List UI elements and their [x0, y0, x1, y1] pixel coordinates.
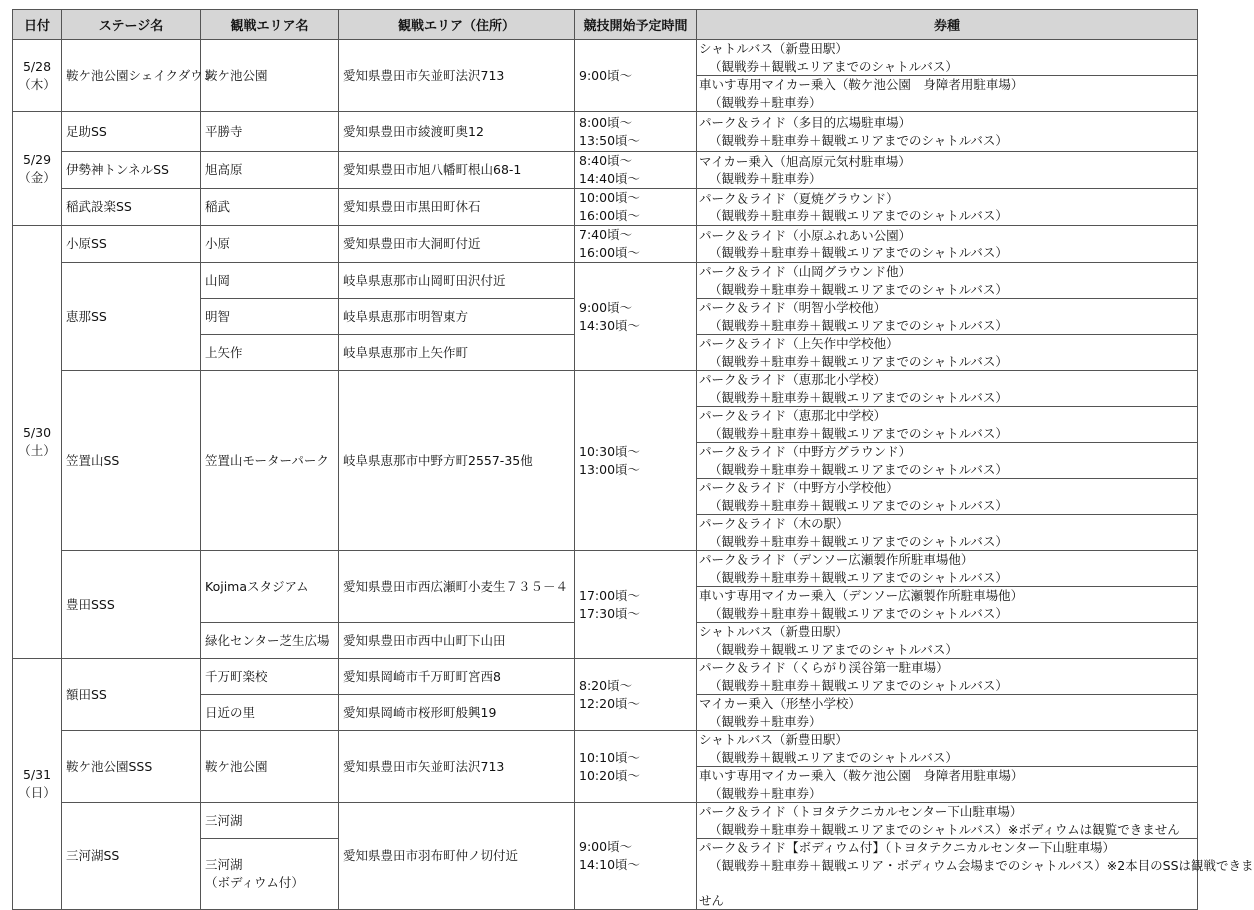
ticket-detail: （観戦券＋駐車券＋観戦エリア・ボディウム会場までのシャトルバス）※2本目のSSは観戦できま — [709, 857, 1254, 873]
ticket-detail: （観戦券＋駐車券＋観戦エリアまでのシャトルバス） — [709, 533, 1008, 549]
ticket-type: パーク＆ライド（多目的広場駐車場） — [699, 115, 912, 130]
date-text: 5/29 — [22, 151, 52, 167]
ticket-cell — [697, 189, 1198, 226]
ticket-detail-continued: せん — [699, 892, 725, 908]
header-row — [13, 10, 1198, 40]
area-cell: 明智 — [201, 299, 339, 335]
stage-cell: 三河湖SS — [62, 803, 201, 910]
stage-cell: 笠置山SS — [62, 371, 201, 551]
time-2: 14:30頃〜 — [579, 317, 641, 333]
address-cell: 愛知県豊田市旭八幡町根山68-1 — [339, 152, 575, 189]
ticket-cell — [697, 152, 1198, 189]
table-row — [13, 40, 1198, 76]
date-cell — [13, 112, 62, 226]
header-address: 観戦エリア（住所） — [339, 10, 575, 40]
area-cell: 日近の里 — [201, 695, 339, 731]
ticket-detail: （観戦券＋駐車券＋観戦エリアまでのシャトルバス） — [709, 461, 1008, 477]
address-cell: 愛知県豊田市西中山町下山田 — [339, 623, 575, 659]
ticket-cell — [697, 587, 1198, 623]
table-row — [13, 226, 1198, 263]
ticket-cell — [697, 263, 1198, 299]
area-cell: 千万町楽校 — [201, 659, 339, 695]
ticket-cell — [697, 515, 1198, 551]
time-1: 9:00頃〜 — [579, 839, 633, 854]
time-1: 8:20頃〜 — [579, 677, 633, 693]
time-cell — [575, 152, 697, 189]
ticket-type: パーク＆ライド（中野方小学校他） — [699, 480, 899, 495]
time-1: 10:30頃〜 — [579, 443, 641, 459]
address-cell: 愛知県豊田市黒田町休石 — [339, 189, 575, 226]
area-cell — [201, 839, 339, 910]
ticket-detail: （観戦券＋駐車券＋観戦エリアまでのシャトルバス） — [709, 208, 1008, 223]
ticket-cell — [697, 371, 1198, 407]
ticket-detail: （観戦券＋駐車券＋観戦エリアまでのシャトルバス） — [709, 317, 1008, 333]
ticket-detail: （観戦券＋駐車券＋観戦エリアまでのシャトルバス） — [709, 677, 1008, 693]
stage-cell: 豊田SSS — [62, 551, 201, 659]
ticket-detail: （観戦券＋観戦エリアまでのシャトルバス） — [709, 641, 958, 657]
ticket-cell — [697, 479, 1198, 515]
address-cell: 愛知県豊田市矢並町法沢713 — [339, 731, 575, 803]
ticket-type: パーク＆ライド（小原ふれあい公園） — [699, 227, 912, 243]
ticket-cell — [697, 731, 1198, 767]
ticket-detail: （観戦券＋観戦エリアまでのシャトルバス） — [709, 58, 958, 74]
ticket-detail: （観戦券＋観戦エリアまでのシャトルバス） — [709, 749, 958, 765]
time-2: 14:10頃〜 — [579, 857, 641, 872]
time-cell — [575, 803, 697, 910]
ticket-cell — [697, 335, 1198, 371]
ticket-cell — [697, 839, 1254, 910]
time-cell — [575, 659, 697, 731]
address-cell: 愛知県豊田市大洞町付近 — [339, 226, 575, 263]
time-2: 16:00頃〜 — [579, 245, 641, 260]
event-schedule-table — [12, 9, 1254, 910]
header-area-name: 観戦エリア名 — [201, 10, 339, 40]
time-cell — [575, 731, 697, 803]
time-2: 14:40頃〜 — [579, 171, 641, 186]
ticket-type: シャトルバス（新豊田駅） — [699, 732, 848, 747]
header-ticket-type: 券種 — [697, 10, 1198, 40]
address-cell: 愛知県豊田市綾渡町奥12 — [339, 112, 575, 152]
weekday-text: （木） — [18, 76, 56, 92]
stage-cell: 恵那SS — [62, 263, 201, 371]
stage-cell: 額田SS — [62, 659, 201, 731]
ticket-type: パーク＆ライド（夏焼グラウンド） — [699, 190, 899, 206]
ticket-cell — [697, 767, 1198, 803]
date-cell — [13, 659, 62, 910]
ticket-detail: （観戦券＋駐車券＋観戦エリアまでのシャトルバス） — [709, 245, 1008, 260]
ticket-detail: （観戦券＋駐車券＋観戦エリアまでのシャトルバス）※ボディウムは観覧できません — [709, 821, 1180, 837]
time-1: 17:00頃〜 — [579, 587, 641, 603]
table-row — [13, 551, 1198, 587]
ticket-type: パーク＆ライド（恵那北小学校） — [699, 372, 887, 387]
ticket-detail: （観戦券＋駐車券＋観戦エリアまでのシャトルバス） — [709, 132, 1008, 148]
ticket-cell — [697, 407, 1198, 443]
area-cell: 山岡 — [201, 263, 339, 299]
ticket-type: パーク＆ライド（くらがり渓谷第一駐車場） — [699, 660, 949, 675]
date-cell — [13, 226, 62, 659]
address-cell: 愛知県岡崎市桜形町般興19 — [339, 695, 575, 731]
time-1: 7:40頃〜 — [579, 227, 633, 242]
time-cell — [575, 371, 697, 551]
weekday-text: （土） — [18, 443, 56, 458]
area-subtitle: （ボディウム付） — [205, 875, 304, 890]
ticket-type: 車いす専用マイカー乗入（鞍ケ池公園 身障者用駐車場） — [699, 77, 1024, 92]
weekday-text: （日） — [18, 785, 56, 800]
time-cell: 9:00頃〜 — [575, 40, 697, 112]
ticket-cell — [697, 226, 1198, 263]
ticket-cell — [697, 76, 1198, 112]
ticket-cell — [697, 623, 1198, 659]
ticket-type: パーク＆ライド【ボディウム付】（トヨタテクニカルセンター下山駐車場） — [699, 840, 1116, 855]
stage-cell: 伊勢神トンネルSS — [62, 152, 201, 189]
address-cell: 愛知県豊田市西広瀬町小麦生７３５－４ — [339, 551, 575, 623]
date-cell — [13, 40, 62, 112]
area-cell: 三河湖 — [201, 803, 339, 839]
table-row — [13, 112, 1198, 152]
time-cell — [575, 263, 697, 371]
area-cell: 鞍ケ池公園 — [201, 731, 339, 803]
ticket-type: パーク＆ライド（デンソー広瀬製作所駐車場他） — [699, 552, 974, 567]
address-cell: 愛知県岡崎市千万町町宮西8 — [339, 659, 575, 695]
stage-cell: 小原SS — [62, 226, 201, 263]
header-start-time: 競技開始予定時間 — [575, 10, 697, 40]
stage-cell: 鞍ケ池公園シェイクダウン — [62, 40, 201, 112]
ticket-detail: （観戦券＋駐車券） — [709, 713, 822, 729]
time-1: 8:00頃〜 — [579, 114, 633, 130]
area-cell: Kojimaスタジアム — [201, 551, 339, 623]
ticket-type: 車いす専用マイカー乗入（デンソー広瀬製作所駐車場他） — [699, 588, 1024, 603]
ticket-type: パーク＆ライド（木の駅） — [699, 516, 849, 531]
ticket-type: パーク＆ライド（トヨタテクニカルセンター下山駐車場） — [699, 804, 1023, 819]
ticket-cell — [697, 659, 1198, 695]
address-cell: 愛知県豊田市矢並町法沢713 — [339, 40, 575, 112]
date-text: 5/28 — [22, 58, 52, 74]
time-2: 13:00頃〜 — [579, 461, 641, 477]
time-cell — [575, 551, 697, 659]
address-cell: 岐阜県恵那市山岡町田沢付近 — [339, 263, 575, 299]
ticket-detail: （観戦券＋駐車券） — [709, 94, 822, 110]
area-name: 三河湖 — [205, 857, 243, 872]
ticket-detail: （観戦券＋駐車券＋観戦エリアまでのシャトルバス） — [709, 281, 1008, 297]
ticket-detail: （観戦券＋駐車券＋観戦エリアまでのシャトルバス） — [709, 605, 1008, 621]
ticket-type: パーク＆ライド（明智小学校他） — [699, 300, 887, 315]
area-cell: 緑化センター芝生広場 — [201, 623, 339, 659]
ticket-cell — [697, 40, 1198, 76]
time-1: 8:40頃〜 — [579, 153, 633, 168]
table-row — [13, 659, 1198, 695]
ticket-cell — [697, 112, 1198, 152]
ticket-type: パーク＆ライド（中野方グラウンド） — [699, 444, 912, 459]
header-date: 日付 — [13, 10, 62, 40]
ticket-cell — [697, 551, 1198, 587]
table-row — [13, 731, 1198, 767]
ticket-type: 車いす専用マイカー乗入（鞍ケ池公園 身障者用駐車場） — [699, 768, 1024, 783]
weekday-text: （金） — [18, 169, 56, 185]
date-text: 5/31 — [22, 767, 52, 782]
time-2: 12:20頃〜 — [579, 695, 641, 711]
ticket-cell — [697, 695, 1198, 731]
time-1: 10:10頃〜 — [579, 749, 641, 765]
header-stage: ステージ名 — [62, 10, 201, 40]
table-row — [13, 263, 1198, 299]
ticket-cell — [697, 299, 1198, 335]
area-cell: 小原 — [201, 226, 339, 263]
table-row — [13, 371, 1198, 407]
area-cell: 平勝寺 — [201, 112, 339, 152]
time-cell — [575, 189, 697, 226]
ticket-cell — [697, 803, 1198, 839]
ticket-detail: （観戦券＋駐車券） — [709, 171, 822, 186]
ticket-type: パーク＆ライド（山岡グラウンド他） — [699, 264, 912, 279]
time-cell — [575, 226, 697, 263]
table-row — [13, 189, 1198, 226]
ticket-type: パーク＆ライド（上矢作中学校他） — [699, 336, 899, 351]
stage-cell: 稲武設楽SS — [62, 189, 201, 226]
ticket-type: マイカー乗入（旭高原元気村駐車場） — [699, 153, 911, 169]
address-cell: 岐阜県恵那市上矢作町 — [339, 335, 575, 371]
time-cell — [575, 112, 697, 152]
ticket-detail: （観戦券＋駐車券＋観戦エリアまでのシャトルバス） — [709, 569, 1008, 585]
ticket-type: マイカー乗入（形埜小学校） — [699, 696, 861, 711]
address-cell: 愛知県豊田市羽布町仲ノ切付近 — [339, 803, 575, 910]
area-cell: 鞍ケ池公園 — [201, 40, 339, 112]
ticket-detail: （観戦券＋駐車券＋観戦エリアまでのシャトルバス） — [709, 353, 1008, 369]
time-2: 16:00頃〜 — [579, 208, 641, 223]
ticket-type: パーク＆ライド（恵那北中学校） — [699, 408, 887, 423]
area-cell: 上矢作 — [201, 335, 339, 371]
table-row — [13, 803, 1198, 839]
area-cell: 稲武 — [201, 189, 339, 226]
ticket-type: シャトルバス（新豊田駅） — [699, 624, 848, 639]
area-cell: 笠置山モーターパーク — [201, 371, 339, 551]
time-2: 10:20頃〜 — [579, 767, 641, 783]
time-2: 17:30頃〜 — [579, 605, 641, 621]
ticket-detail: （観戦券＋駐車券＋観戦エリアまでのシャトルバス） — [709, 497, 1008, 513]
time-1: 10:00頃〜 — [579, 190, 641, 205]
date-text: 5/30 — [22, 425, 52, 440]
ticket-detail: （観戦券＋駐車券） — [709, 785, 822, 801]
ticket-detail: （観戦券＋駐車券＋観戦エリアまでのシャトルバス） — [709, 425, 1008, 441]
address-cell: 岐阜県恵那市中野方町2557-35他 — [339, 371, 575, 551]
stage-cell: 鞍ケ池公園SSS — [62, 731, 201, 803]
ticket-detail: （観戦券＋駐車券＋観戦エリアまでのシャトルバス） — [709, 389, 1008, 405]
time-2: 13:50頃〜 — [579, 132, 641, 148]
table-row — [13, 152, 1198, 189]
ticket-cell — [697, 443, 1198, 479]
stage-cell: 足助SS — [62, 112, 201, 152]
ticket-type: シャトルバス（新豊田駅） — [699, 41, 848, 56]
area-cell: 旭高原 — [201, 152, 339, 189]
time-1: 9:00頃〜 — [579, 299, 633, 315]
address-cell: 岐阜県恵那市明智東方 — [339, 299, 575, 335]
